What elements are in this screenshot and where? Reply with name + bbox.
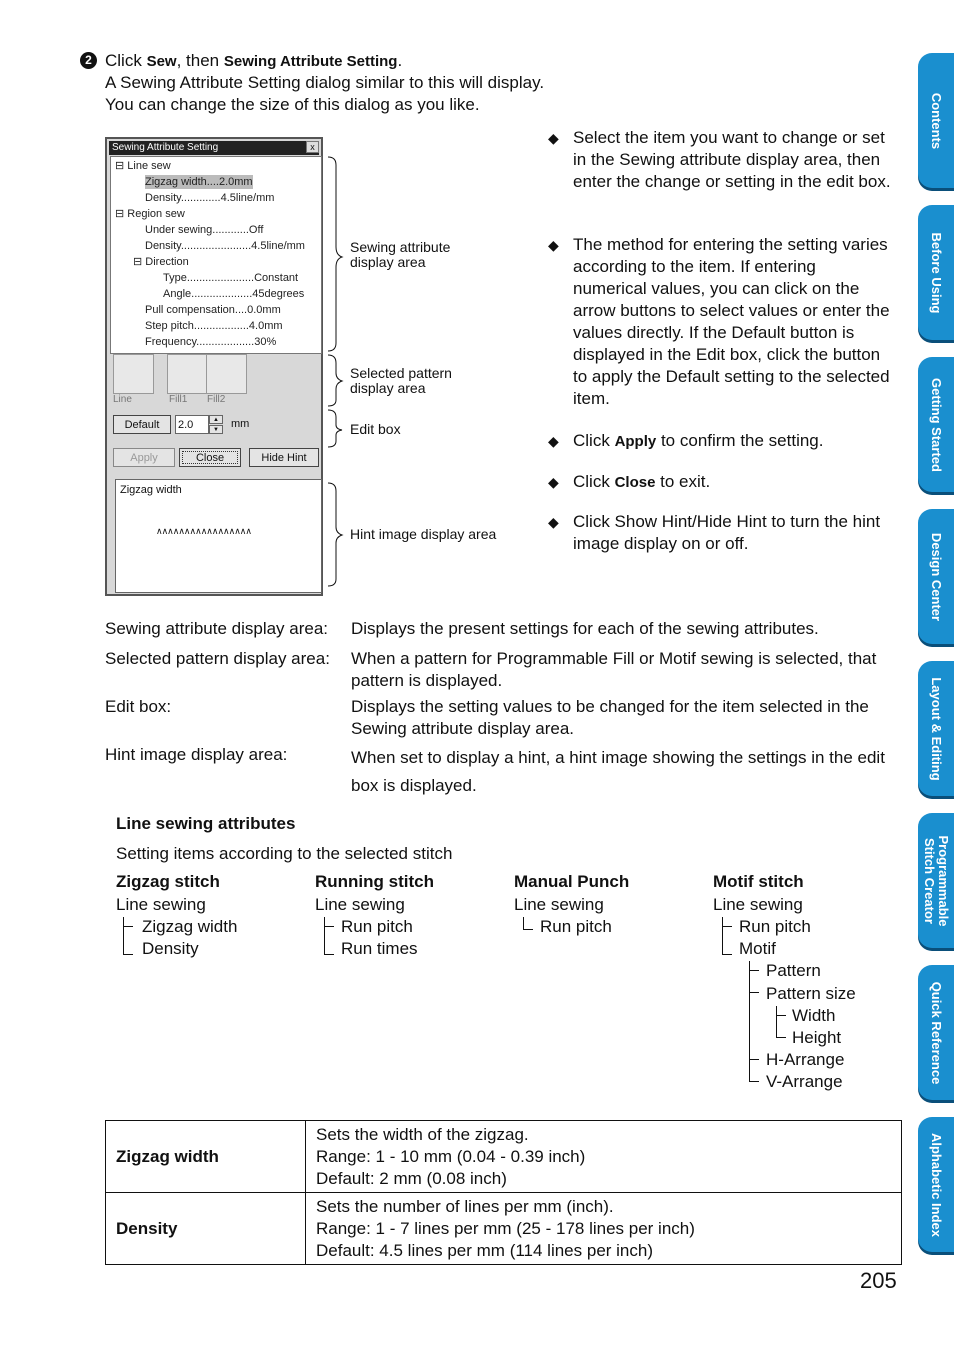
tab-before-using[interactable]: Before Using (918, 205, 954, 340)
tree-item: Run pitch (739, 917, 811, 936)
definition-desc: Displays the present settings for each of the sewing attributes. (351, 619, 819, 638)
step-instruction (105, 50, 402, 73)
tree-root: Line sewing (713, 895, 803, 914)
pattern-label-line: Line (113, 394, 132, 405)
dialog-title: Sewing Attribute Setting (109, 141, 319, 155)
pattern-box-line[interactable] (113, 354, 154, 394)
tree-item: Zigzag width (142, 917, 238, 936)
column-title: Motif stitch (713, 872, 804, 891)
callout-brackets (326, 155, 346, 590)
spin-up-icon[interactable]: ▲ (209, 415, 223, 424)
tab-getting-started[interactable]: Getting Started (918, 357, 954, 492)
tree-item: Run times (341, 939, 418, 958)
tree-item: Density (142, 939, 199, 958)
value-input[interactable]: 2.0 (175, 415, 209, 434)
tree-item-under-sewing[interactable]: Under sewing............Off (145, 224, 264, 236)
definition-desc: When a pattern for Programmable Fill or Motif sewing is selected, that pattern is displayed. (351, 649, 877, 690)
page-number: 205 (860, 1268, 897, 1293)
tab-quick-reference[interactable]: Quick Reference (918, 965, 954, 1100)
hint-title: Zigzag width (120, 484, 182, 496)
definition-term: Hint image display area: (105, 745, 288, 764)
apply-button[interactable]: Apply (113, 448, 175, 467)
definition-desc: Displays the setting values to be changed for the item selected in the Sewing attribute display area. (351, 697, 869, 738)
setting-keyword: Sewing Attribute Setting (223, 53, 398, 70)
tree-item: Pattern size (766, 984, 856, 1003)
tree-item-angle[interactable]: Angle....................45degrees (163, 288, 305, 300)
tree-item: Motif (739, 939, 776, 958)
callout-edit-box: Edit box (350, 421, 401, 437)
pattern-label-fill2: Fill2 (207, 394, 226, 405)
bullet-text: Select the item you want to change or set in the Sewing attribute display area, then enter the change or setting in the edit box. (573, 128, 891, 191)
zigzag-hint-image: ∧∧∧∧∧∧∧∧∧∧∧∧∧∧∧∧∧ (156, 526, 251, 536)
attribute-table (105, 1120, 902, 1265)
definition-term: Selected pattern display area: (105, 649, 330, 668)
sewing-attribute-tree (110, 156, 322, 354)
diamond-bullet-icon: ◆ (548, 237, 559, 253)
tree-item-line-sew[interactable]: ⊟ Line sew (115, 160, 171, 172)
tab-programmable-stitch-creator[interactable]: Programmable Stitch Creator (918, 813, 954, 948)
tree-root: Line sewing (116, 895, 206, 914)
pattern-box-fill2[interactable] (206, 354, 247, 394)
pattern-label-fill1: Fill1 (169, 394, 188, 405)
bullet-text: Click Show Hint/Hide Hint to turn the hint image display on or off. (573, 512, 881, 553)
definition-term: Edit box: (105, 697, 172, 716)
column-title: Manual Punch (514, 872, 630, 891)
tab-design-center[interactable]: Design Center (918, 509, 954, 644)
callout-sewing-attribute: Sewing attribute display area (350, 239, 451, 270)
section-heading: Line sewing attributes (116, 814, 296, 833)
tree-item-density[interactable]: Density.......................4.5line/mm (145, 240, 305, 252)
table-row (106, 1193, 902, 1265)
bullet-text: Click Close to exit. (573, 472, 711, 491)
step-line-2: A Sewing Attribute Setting dialog similar to this will display. (105, 73, 545, 92)
hide-hint-button[interactable]: Hide Hint (249, 448, 319, 467)
tree-item-frequency[interactable]: Frequency...................30% (145, 336, 277, 348)
step-text: . (397, 51, 403, 70)
hint-image-area (115, 479, 322, 593)
table-key: Zigzag width (106, 1121, 306, 1193)
tree-root: Line sewing (315, 895, 405, 914)
definition-desc: When set to display a hint, a hint image showing the settings in the edit box is displayed. (351, 748, 885, 795)
diamond-bullet-icon: ◆ (548, 130, 559, 146)
table-key: Density (106, 1193, 306, 1265)
bullet-text: The method for entering the setting varies according to the item. If entering numerical values, you can click on the arrow buttons to select values or enter the values directly. If the Default button is displayed in the Edit box, click the button to apply the Default setting to the selected item. (573, 235, 890, 408)
tree-item: Run pitch (540, 917, 612, 936)
diamond-bullet-icon: ◆ (548, 514, 559, 530)
tree-item-type[interactable]: Type......................Constant (163, 272, 299, 284)
tree-item: Height (792, 1028, 842, 1047)
column-title: Running stitch (315, 872, 434, 891)
tree-item-direction[interactable]: ⊟ Direction (133, 256, 189, 268)
tree-item: Width (792, 1006, 836, 1025)
tree-item-density[interactable]: Density.............4.5line/mm (145, 192, 275, 204)
close-icon[interactable]: x (306, 141, 319, 153)
tree-item: H-Arrange (766, 1050, 845, 1069)
tree-item-region-sew[interactable]: ⊟ Region sew (115, 208, 185, 220)
definition-term: Sewing attribute display area: (105, 619, 329, 638)
diamond-bullet-icon: ◆ (548, 433, 559, 449)
tree-item-pull-compensation[interactable]: Pull compensation....0.0mm (145, 304, 281, 316)
tree-item: V-Arrange (766, 1072, 843, 1091)
pattern-box-fill1[interactable] (167, 354, 208, 394)
column-title: Zigzag stitch (116, 872, 220, 891)
step-text: Click (105, 51, 147, 70)
tab-layout-editing[interactable]: Layout & Editing (918, 661, 954, 796)
tab-contents[interactable]: Contents (918, 53, 954, 188)
bullet-text: Click Apply to confirm the setting. (573, 431, 824, 450)
unit-label: mm (231, 418, 250, 430)
tab-alphabetic-index[interactable]: Alphabetic Index (918, 1117, 954, 1252)
step-number-badge: 2 (80, 52, 97, 69)
step-text: , then (176, 51, 224, 70)
callout-hint-area: Hint image display area (350, 526, 497, 542)
tree-item-step-pitch[interactable]: Step pitch..................4.0mm (145, 320, 283, 332)
step-line-3: You can change the size of this dialog as you like. (105, 95, 480, 114)
table-value: Sets the number of lines per mm (inch). Range: 1 - 7 lines per mm (25 - 178 lines per inch) Default: 4.5 lines per mm (114 lines per inch) (306, 1193, 902, 1265)
default-button[interactable]: Default (113, 415, 171, 434)
tree-item-zigzag-width[interactable]: Zigzag width....2.0mm (145, 176, 253, 188)
sew-keyword: Sew (146, 53, 177, 70)
diamond-bullet-icon: ◆ (548, 474, 559, 490)
table-value: Sets the width of the zigzag. Range: 1 - 10 mm (0.04 - 0.39 inch) Default: 2 mm (0.08 inch) (306, 1121, 902, 1193)
section-subheading: Setting items according to the selected stitch (116, 844, 453, 863)
table-row (106, 1121, 902, 1193)
close-button[interactable]: Close (179, 448, 241, 467)
tree-item: Run pitch (341, 917, 413, 936)
tree-root: Line sewing (514, 895, 604, 914)
tree-item: Pattern (766, 961, 821, 980)
sewing-attribute-dialog (105, 137, 323, 596)
callout-selected-pattern: Selected pattern display area (350, 365, 452, 396)
spin-down-icon[interactable]: ▼ (209, 425, 223, 434)
